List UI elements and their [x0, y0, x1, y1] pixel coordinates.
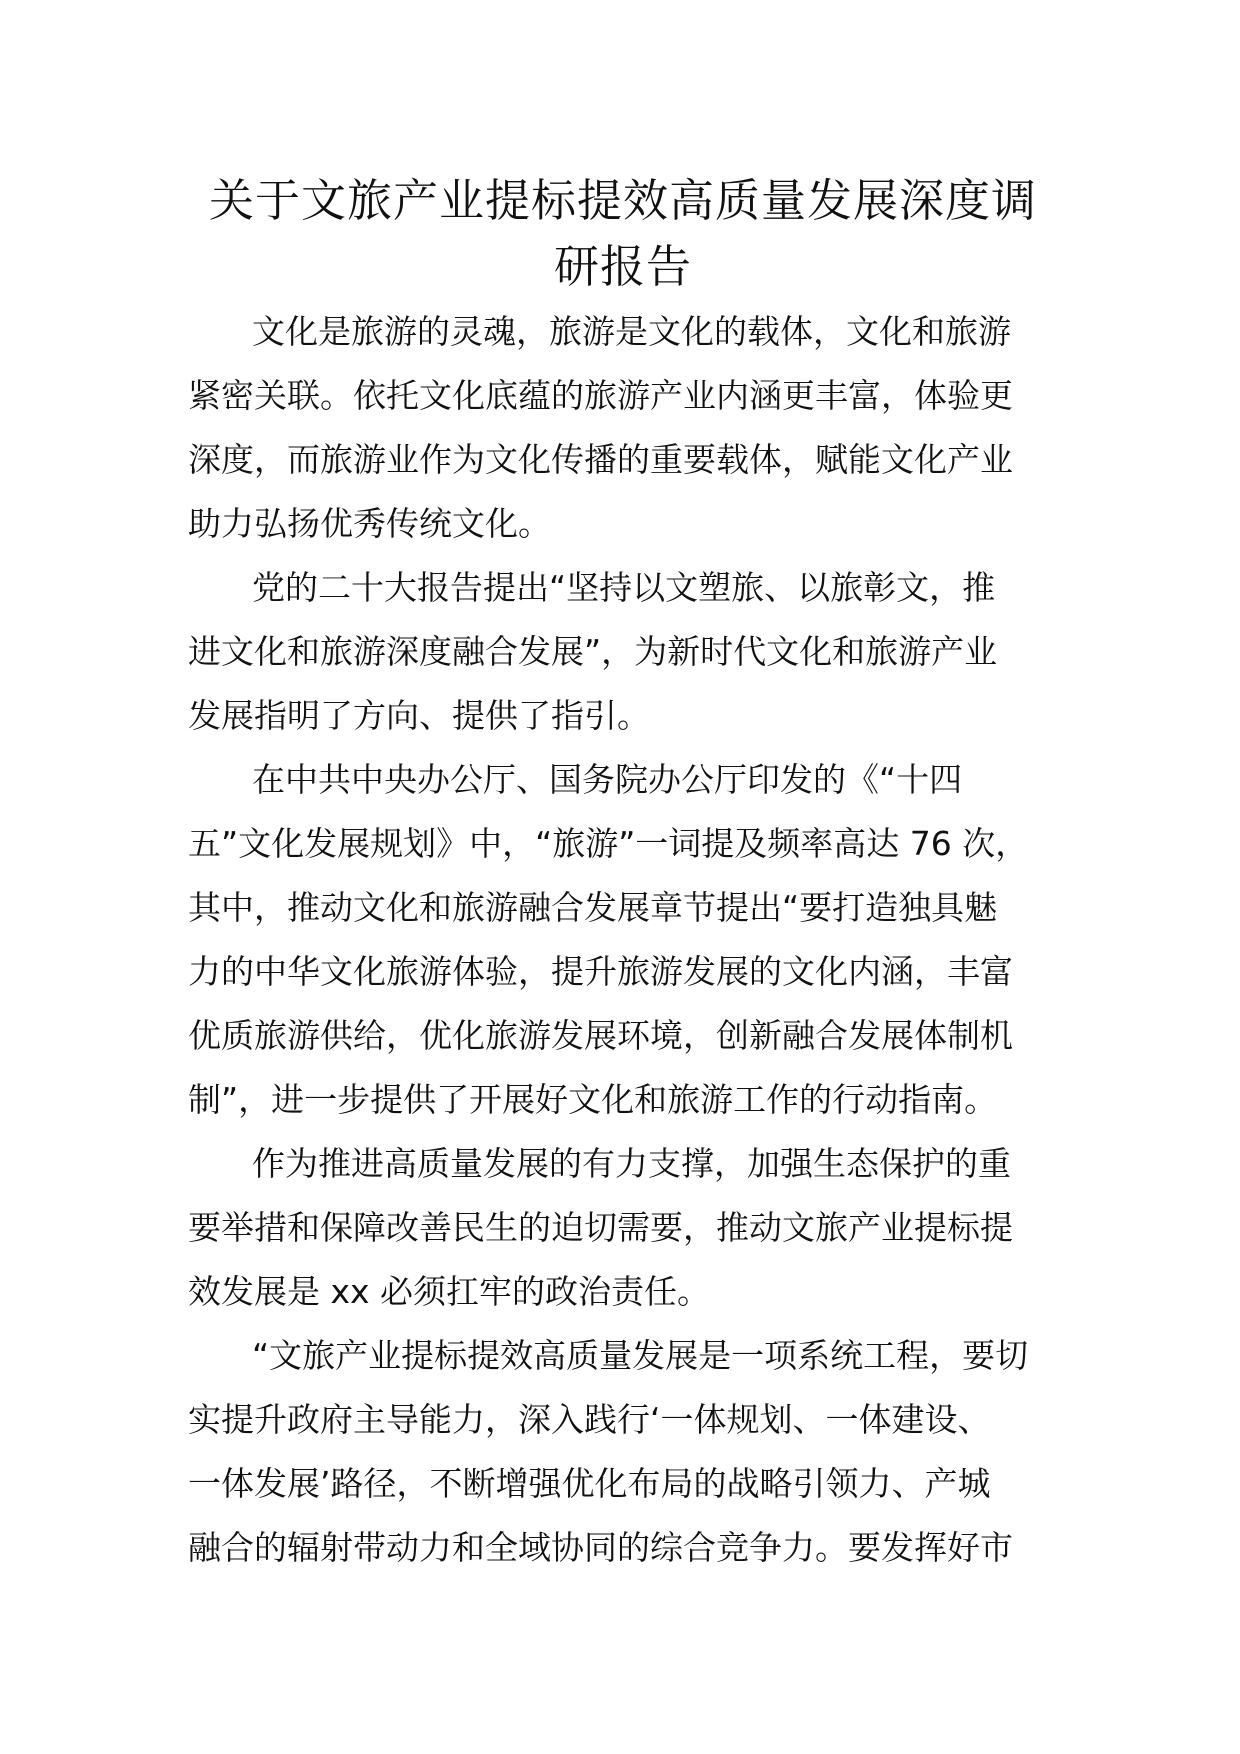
paragraph-line: 作为推进高质量发展的有力支撑，加强生态保护的重	[252, 1144, 1011, 1183]
paragraph-line: 文化是旅游的灵魂，旅游是文化的载体，文化和旅游	[252, 312, 1011, 351]
paragraph	[188, 1324, 1058, 1580]
paragraph-line: 五”文化发展规划》中，“旅游”一词提及频率高达 76 次，	[188, 824, 1029, 863]
paragraph-line: 效发展是 xx 必须扛牢的政治责任。	[188, 1272, 711, 1311]
document-page	[188, 168, 1058, 1580]
paragraph-line: 力的中华文化旅游体验，提升旅游发展的文化内涵，丰富	[188, 952, 1013, 991]
title-line: 关于文旅产业提标提效高质量发展深度调	[208, 174, 1037, 227]
paragraph-line: 深度，而旅游业作为文化传播的重要载体，赋能文化产业	[188, 440, 1013, 479]
paragraph	[188, 748, 1058, 1132]
paragraph-line: 要举措和保障改善民生的迫切需要，推动文旅产业提标提	[188, 1208, 1013, 1247]
paragraph-line: 融合的辐射带动力和全域协同的综合竞争力。要发挥好市	[188, 1528, 1013, 1567]
paragraph-line: 实提升政府主导能力，深入践行‘一体规划、一体建设、	[188, 1400, 991, 1439]
title-line: 研报告	[553, 240, 692, 293]
document-title	[188, 168, 1058, 300]
paragraph-line: 紧密关联。依托文化底蕴的旅游产业内涵更丰富，体验更	[188, 376, 1013, 415]
paragraph-line: 党的二十大报告提出“坚持以文塑旅、以旅彰文，推	[252, 568, 996, 607]
paragraph-line: 发展指明了方向、提供了指引。	[188, 696, 650, 735]
paragraph-line: “文旅产业提标提效高质量发展是一项系统工程，要切	[252, 1336, 1029, 1375]
paragraph	[188, 1132, 1058, 1324]
paragraph-line: 在中共中央办公厅、国务院办公厅印发的《“十四	[252, 760, 963, 799]
paragraph-line: 一体发展’路径，不断增强优化布局的战略引领力、产城	[188, 1464, 991, 1503]
paragraph	[188, 300, 1058, 556]
paragraph-line: 进文化和旅游深度融合发展”，为新时代文化和旅游产业	[188, 632, 998, 671]
paragraph-line: 优质旅游供给，优化旅游发展环境，创新融合发展体制机	[188, 1016, 1013, 1055]
paragraph-line: 助力弘扬优秀传统文化。	[188, 504, 551, 543]
paragraph-line: 制”，进一步提供了开展好文化和旅游工作的行动指南。	[188, 1080, 998, 1119]
paragraph	[188, 556, 1058, 748]
paragraph-line: 其中，推动文化和旅游融合发展章节提出“要打造独具魅	[188, 888, 998, 927]
